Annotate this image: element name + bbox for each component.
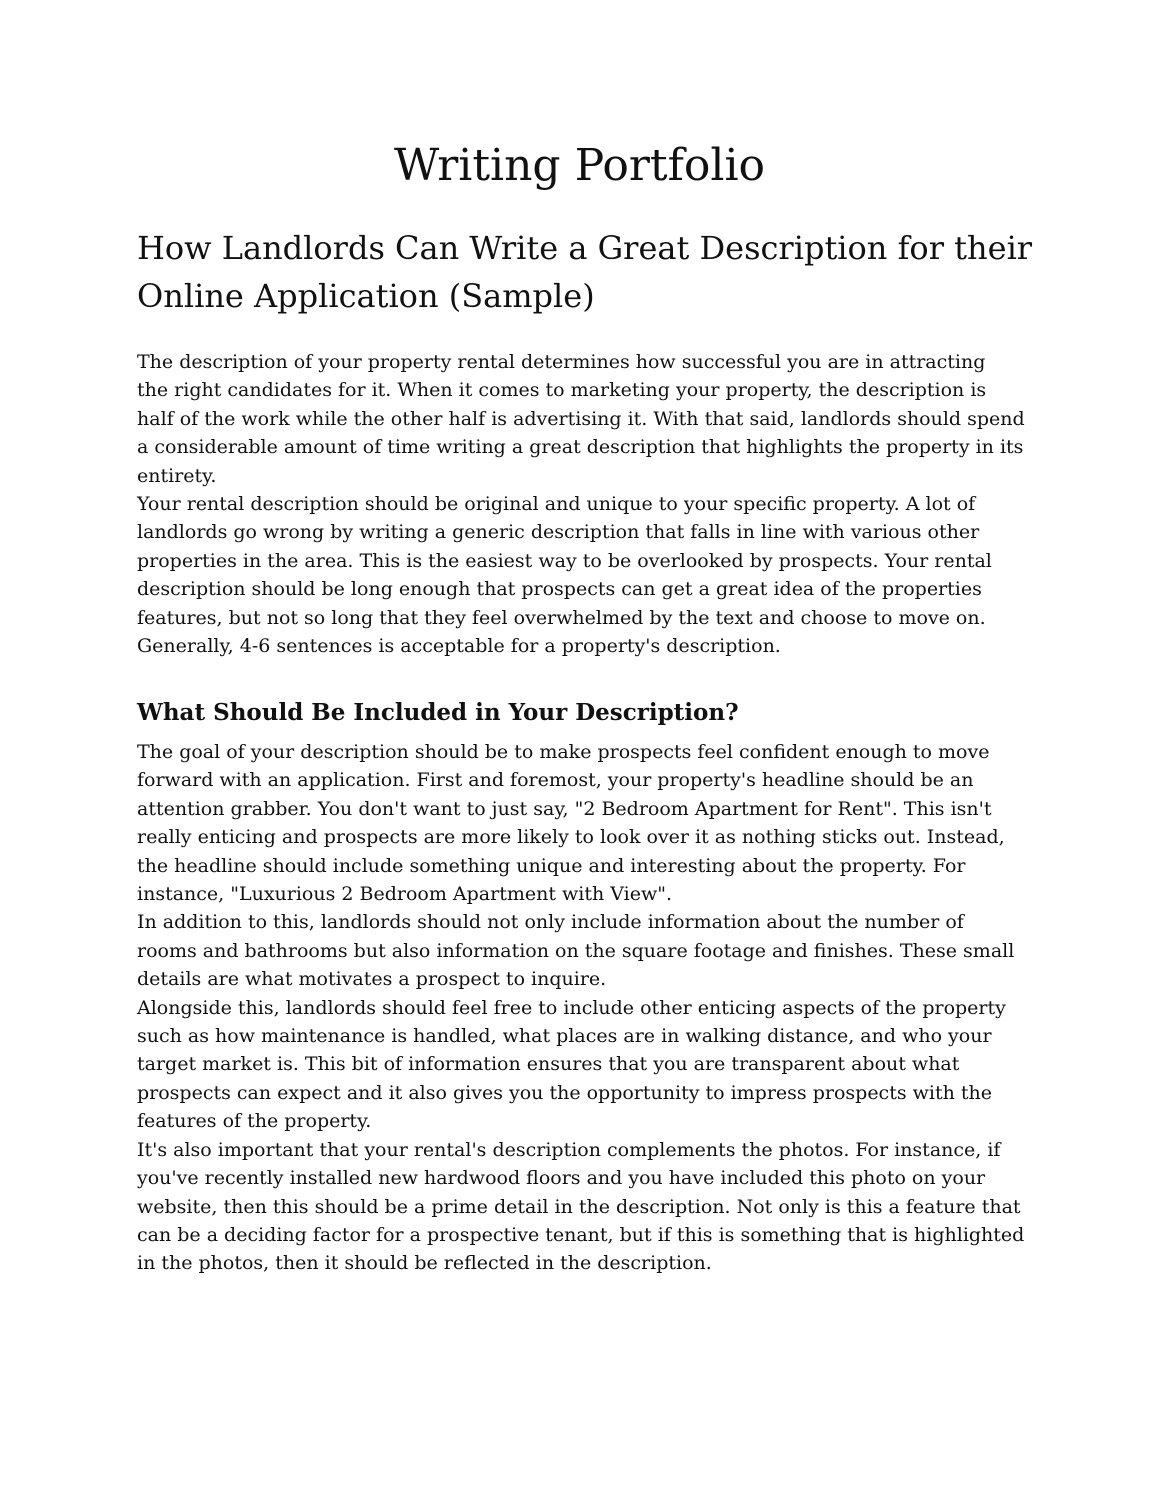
text-line: can be a deciding factor for a prospective tenant, but if this is something that is highlighted (137, 1223, 1025, 1246)
text-line: attention grabber. You don't want to just say, "2 Bedroom Apartment for Rent". This isn't (137, 797, 992, 820)
text-line: In addition to this, landlords should not only include information about the number of (137, 911, 964, 934)
text-line: Generally, 4-6 sentences is acceptable for a property's description. (137, 635, 781, 658)
text-line: in the photos, then it should be reflected in the description. (137, 1252, 712, 1275)
text-line: the headline should include something unique and interesting about the property. For (137, 854, 966, 877)
text-line: prospects can expect and it also gives you the opportunity to impress prospects with the (137, 1081, 992, 1104)
text-line: website, then this should be a prime detail in the description. Not only is this a feature that (137, 1195, 1021, 1218)
text-line: you've recently installed new hardwood floors and you have included this photo on your (137, 1167, 986, 1190)
text-line: features, but not so long that they feel overwhelmed by the text and choose to move on. (137, 606, 986, 629)
text-line: rooms and bathrooms but also information on the square footage and finishes. These small (137, 939, 1015, 962)
page-title: Writing Portfolio (393, 140, 766, 191)
text-line: target market is. This bit of information ensures that you are transparent about what (137, 1053, 960, 1076)
text-line: The goal of your description should be to make prospects feel confident enough to move (137, 741, 990, 763)
text-line: half of the work while the other half is advertising it. With that said, landlords should spend (137, 407, 1025, 430)
article-title-line: Online Application (Sample) (137, 277, 595, 315)
section-heading: What Should Be Included in Your Description? (137, 699, 739, 726)
text-line: features of the property. (137, 1110, 372, 1133)
text-line: a considerable amount of time writing a great description that highlights the property in its (137, 436, 1024, 459)
text-line: such as how maintenance is handled, what places are in walking distance, and who your (137, 1025, 992, 1048)
text-line: forward with an application. First and foremost, your property's headline should be an (137, 769, 974, 792)
text-line: details are what motivates a prospect to inquire. (137, 968, 607, 991)
text-line: instance, "Luxurious 2 Bedroom Apartment with View". (137, 883, 673, 906)
text-line: entirety. (137, 464, 217, 487)
text-line: really enticing and prospects are more likely to look over it as nothing sticks out. Instead, (137, 826, 1005, 849)
article-title-line: How Landlords Can Write a Great Description for their (137, 229, 1033, 267)
text-line: description should be long enough that prospects can get a great idea of the properties (137, 578, 982, 601)
text-line: Alongside this, landlords should feel free to include other enticing aspects of the property (137, 996, 1006, 1019)
included-section (137, 738, 1024, 1278)
text-line: The description of your property rental determines how successful you are in attracting (137, 351, 986, 373)
text-line: landlords go wrong by writing a generic description that falls in line with various other (137, 521, 980, 544)
article-title (137, 224, 1032, 320)
text-line: Your rental description should be original and unique to your specific property. A lot of (137, 493, 976, 516)
intro-section (137, 348, 1025, 660)
text-line: properties in the area. This is the easiest way to be overlooked by prospects. Your rental (137, 549, 992, 572)
text-line: It's also important that your rental's description complements the photos. For instance, if (137, 1138, 1001, 1161)
text-line: the right candidates for it. When it comes to marketing your property, the description is (137, 379, 987, 402)
